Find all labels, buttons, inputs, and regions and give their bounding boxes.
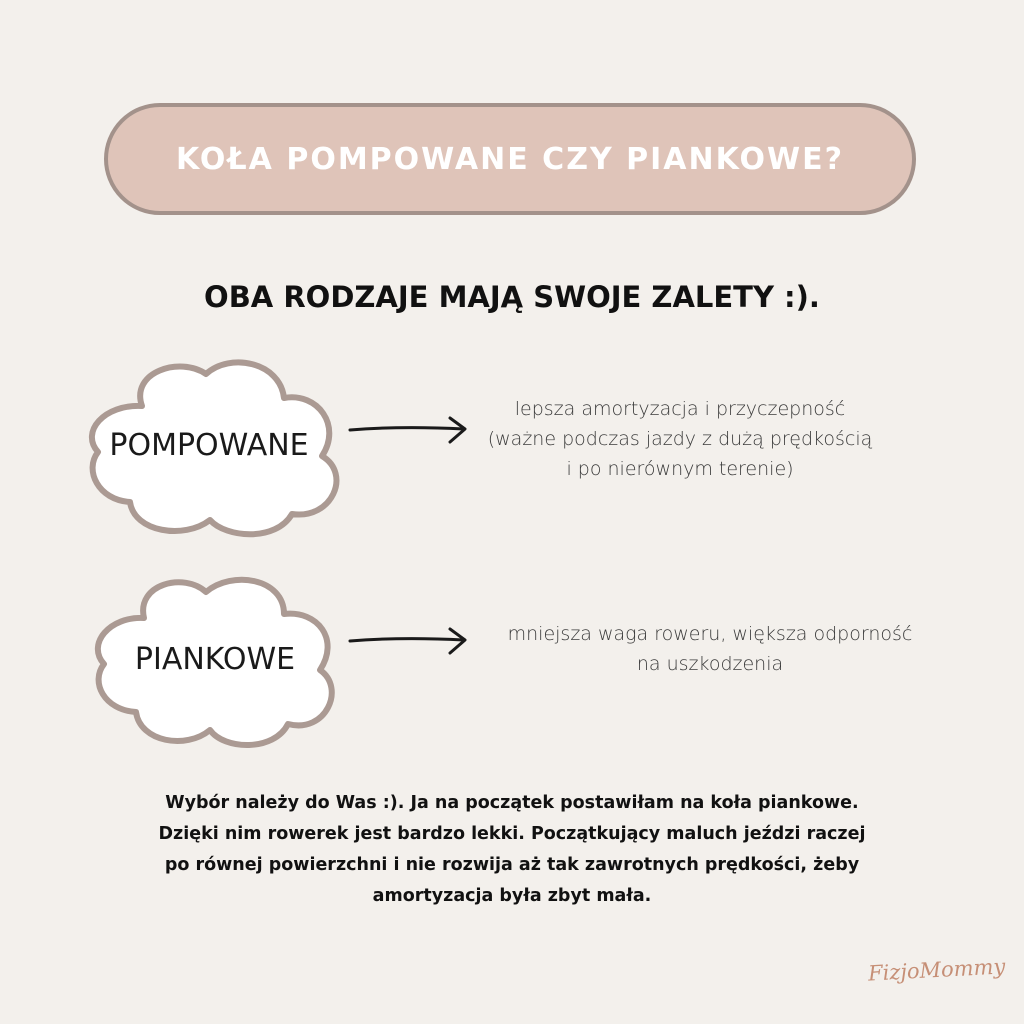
- footer-line: Dzięki nim rowerek jest bardzo lekki. Początkujący maluch jeździ raczej: [158, 824, 866, 844]
- description-line: lepsza amortyzacja i przyczepność: [514, 398, 846, 420]
- title-banner: [104, 103, 916, 215]
- cloud-piankowe: [88, 570, 342, 750]
- description-piankowe: [478, 619, 942, 679]
- description-pompowane: [470, 394, 890, 484]
- footer-line: po równej powierzchni i nie rozwija aż tak zawrotnych prędkości, żeby: [164, 855, 860, 875]
- description-line: i po nierównym terenie): [566, 458, 794, 480]
- footer-line: amortyzacja była zbyt mała.: [372, 886, 652, 906]
- page-title: KOŁA POMPOWANE CZY PIANKOWE?: [176, 141, 844, 177]
- signature-logo: FizjoMommy: [867, 954, 1006, 986]
- description-line: (ważne podczas jazdy z dużą prędkością: [487, 428, 873, 450]
- description-line: na uszkodzenia: [636, 653, 784, 675]
- subtitle: OBA RODZAJE MAJĄ SWOJE ZALETY :).: [204, 280, 820, 314]
- arrow-right-icon: [346, 414, 470, 448]
- cloud-label: PIANKOWE: [134, 642, 296, 677]
- arrow-right-icon: [346, 625, 470, 659]
- description-line: mniejsza waga roweru, większa odporność: [507, 623, 913, 645]
- footer-paragraph: [0, 788, 1024, 912]
- cloud-pompowane: [80, 352, 350, 542]
- cloud-label: POMPOWANE: [109, 428, 309, 463]
- footer-line: Wybór należy do Was :). Ja na początek postawiłam na koła piankowe.: [165, 793, 859, 813]
